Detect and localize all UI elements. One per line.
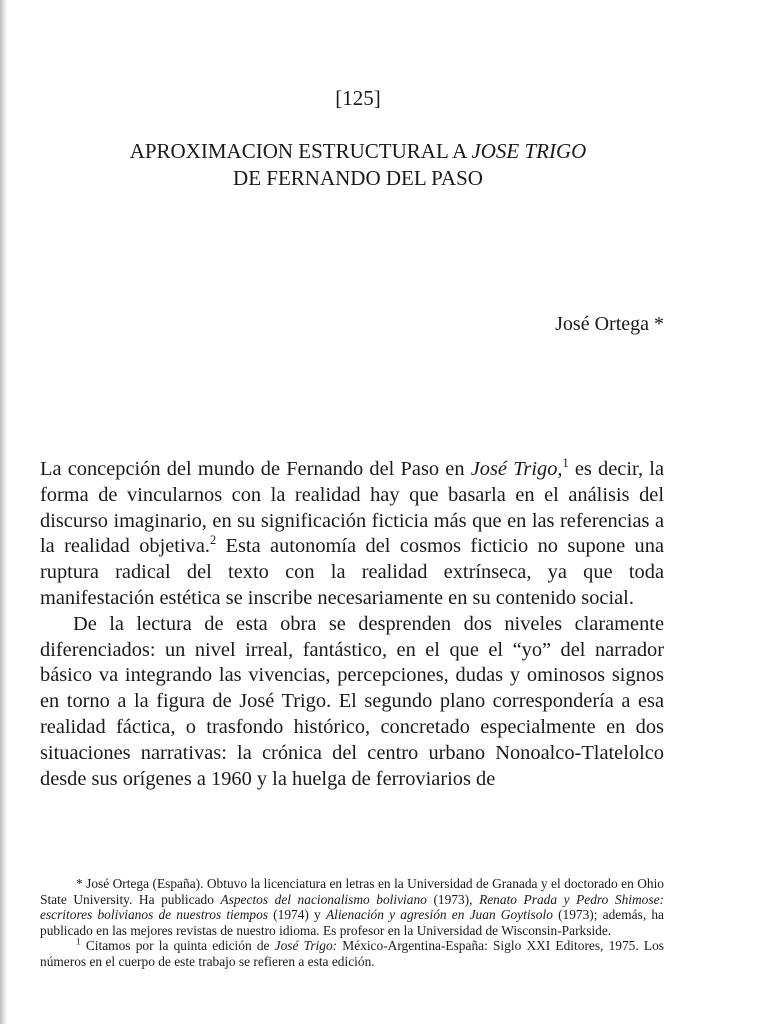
footnote-star-text-a: José Ortega (España). Obtuvo la licenciatura en letras en la Universidad de Granada y el doctorado en Ohio State University. Ha publicado	[40, 876, 664, 907]
title-text: APROXIMACION ESTRUCTURAL A	[129, 139, 472, 163]
footnote-star-text-b: (1973),	[426, 891, 480, 907]
paragraph-2: De la lectura de esta obra se desprenden dos niveles claramente diferenciados: un nivel irreal, fantástico, en el que el “yo” del narrador básico va integrando las vivencias, percepciones, dudas y ominosos signos en torno a la figura de José Trigo. El segundo plano correspondería a esa realidad fáctica, o trasfondo histórico, concretado especialmente en dos situaciones narrativas: la crónica del centro urbano Nonoalco-Tlatelolco desde sus orígenes a 1960 y la huelga de ferroviarios de	[40, 612, 664, 790]
footnote-ref-2: 2	[209, 533, 217, 548]
author-byline	[555, 313, 664, 336]
article-title	[40, 138, 676, 192]
footnote-1-text-b: México-Argentina-España: Siglo XXI Editores, 1975. Los números en el cuerpo de este trabajo se refieren a esta edición.	[40, 938, 664, 969]
title-line-2: DE FERNANDO DEL PASO	[233, 166, 483, 190]
footnote-1	[40, 938, 664, 969]
footnotes	[40, 876, 664, 969]
footnote-star	[40, 876, 664, 938]
title-italic-work: JOSE TRIGO	[471, 139, 587, 163]
paragraph-1	[40, 457, 664, 612]
footnote-star-text-c: (1974) y	[268, 907, 326, 922]
body-text	[40, 457, 664, 792]
author-footnote-mark: *	[649, 313, 664, 335]
paragraph-1-text-b: es decir, la forma de vincularnos con la realidad hay que basarla en el análisis del discurso imaginario, en su significación ficticia más que en las referencias a la realidad objetiva.	[40, 458, 664, 558]
footnote-1-mark: 1	[76, 937, 81, 948]
footnote-star-book-2: Renato Prada y Pedro Shimose: escritores bolivianos de nuestros tiempos	[40, 891, 664, 922]
page-number: [125]	[335, 86, 381, 110]
footnote-star-mark: *	[76, 876, 87, 891]
paragraph-1-italic-title: José Trigo,	[470, 458, 563, 480]
footnote-ref-1: 1	[562, 456, 569, 471]
page-left-edge-shadow	[0, 0, 8, 1024]
author-name: José Ortega	[555, 313, 649, 335]
footnote-1-italic-title: José Trigo:	[274, 938, 338, 953]
paragraph-1-text-a: La concepción del mundo de Fernando del Paso en	[40, 458, 471, 480]
footnote-1-text-a: Citamos por la quinta edición de	[80, 938, 275, 953]
footnote-star-book-1: Aspectos del nacionalismo boliviano	[220, 891, 427, 907]
paragraph-1-text-c: Esta autonomía del cosmos ficticio no supone una ruptura radical del texto con la realidad extrínseca, ya que toda manifestación estética se inscribe necesariamente en su contenido social.	[40, 535, 664, 609]
footnote-star-book-3: Alienación y agresión en Juan Goytisolo	[325, 907, 553, 922]
footnote-star-text-d: (1973); además, ha publicado en las mejores revistas de nuestro idioma. Es profesor en la Universidad de Wisconsin-Parkside.	[40, 907, 664, 938]
